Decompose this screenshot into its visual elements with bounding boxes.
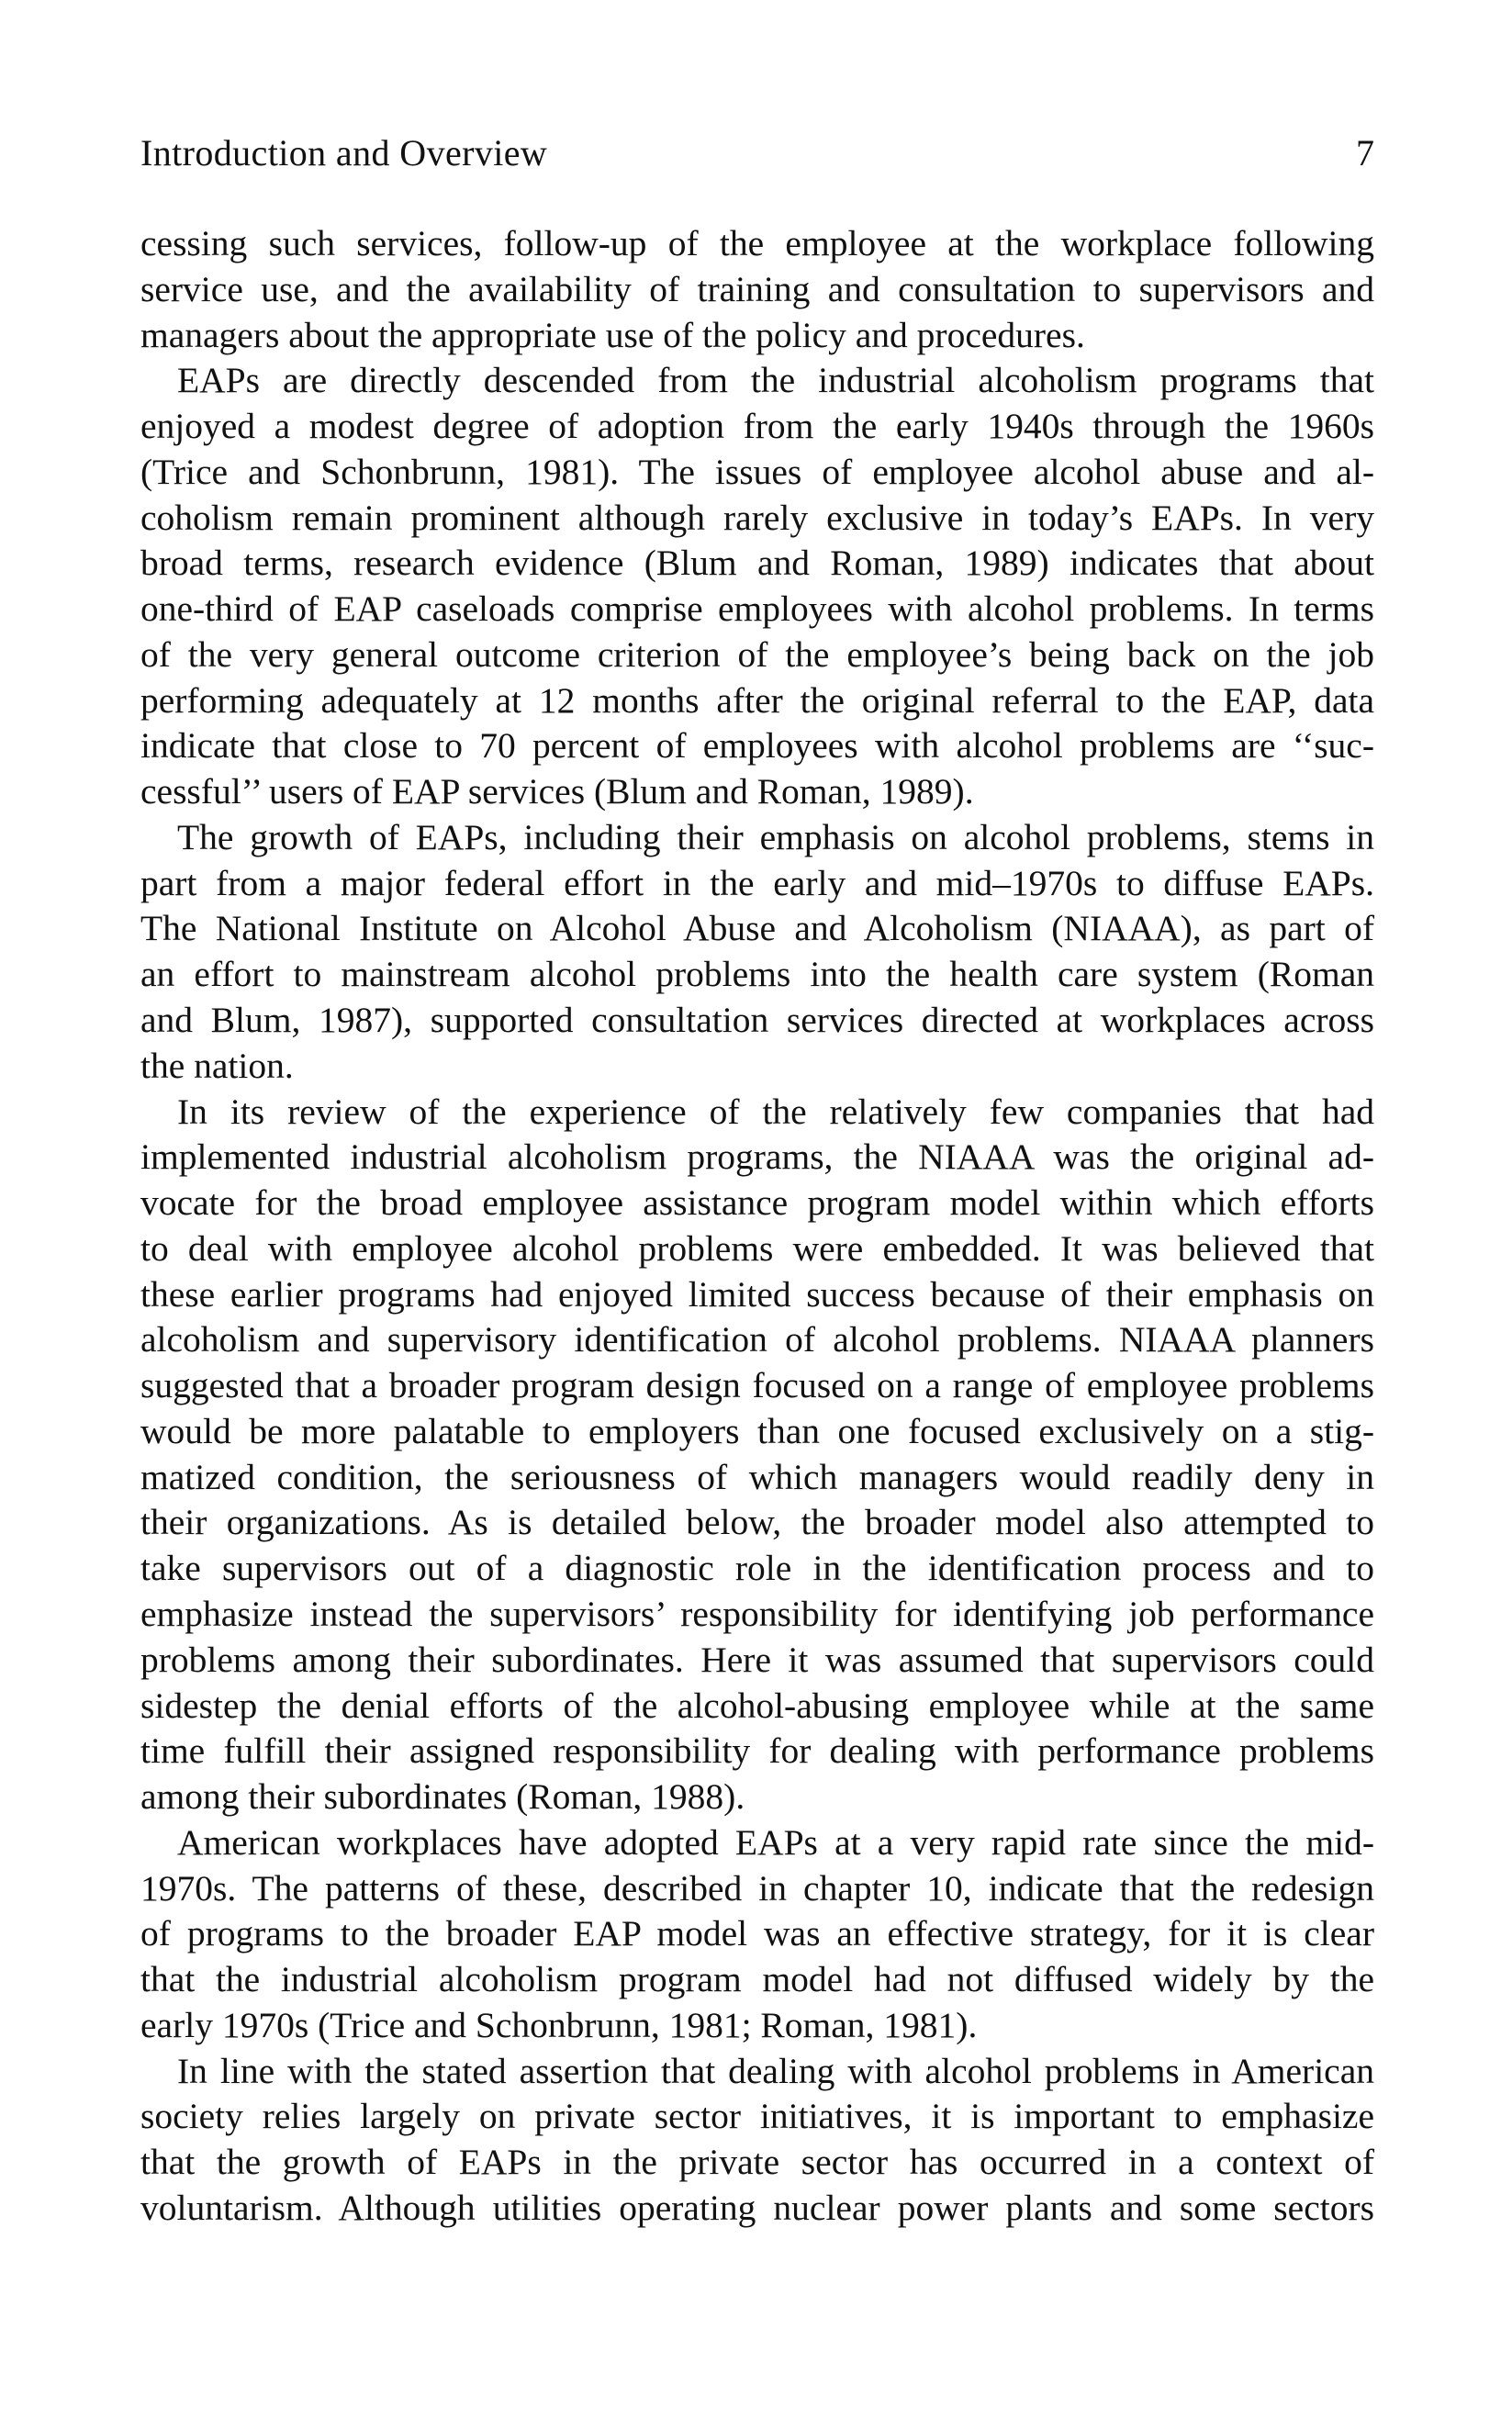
text-line: implemented industrial alcoholism programs, the NIAAA was the original ad- (140, 1136, 1374, 1178)
running-head (140, 130, 1374, 176)
text-line: one-third of EAP caseloads comprise employees with alcohol problems. In terms (140, 588, 1374, 630)
text-line: these earlier programs had enjoyed limited success because of their emphasis on (140, 1273, 1374, 1315)
text-line: their organizations. As is detailed below, the broader model also attempted to (140, 1502, 1374, 1543)
text-line: society relies largely on private sector initiatives, it is important to emphasize (140, 2096, 1374, 2137)
paragraph (140, 815, 1374, 1090)
text-line: emphasize instead the supervisors’ responsibility for identifying job performance (140, 1593, 1374, 1634)
text-line: to deal with employee alcohol problems were embedded. It was believed that (140, 1227, 1374, 1269)
text-line: broad terms, research evidence (Blum and Roman, 1989) indicates that about (140, 543, 1374, 584)
paragraph (140, 1820, 1374, 2049)
text-line: of programs to the broader EAP model was an effective strategy, for it is clear (140, 1913, 1374, 1954)
text-line: coholism remain prominent although rarely exclusive in today’s EAPs. In very (140, 497, 1374, 538)
text-line: early 1970s (Trice and Schonbrunn, 1981; Roman, 1981). (140, 2004, 978, 2045)
page-number: 7 (1356, 132, 1374, 174)
text-line: of the very general outcome criterion of the employee’s being back on the job (140, 633, 1374, 675)
text-line: indicate that close to 70 percent of employees with alcohol problems are ‘‘suc- (140, 725, 1374, 767)
text-line: cessful’’ users of EAP services (Blum and Roman, 1989). (140, 771, 974, 812)
text-line: would be more palatable to employers than one focused exclusively on a stig- (140, 1410, 1374, 1451)
text-line: an effort to mainstream alcohol problems into the health care system (Roman (140, 954, 1374, 995)
text-line: among their subordinates (Roman, 1988). (140, 1776, 745, 1818)
text-line: In line with the stated assertion that dealing with alcohol problems in American (177, 2050, 1374, 2091)
text-line: the nation. (140, 1045, 294, 1086)
paragraph (140, 221, 1374, 358)
text-line: performing adequately at 12 months after the original referral to the EAP, data (140, 679, 1374, 721)
paragraph (140, 358, 1374, 815)
text-line: service use, and the availability of training and consultation to supervisors and (140, 268, 1374, 309)
text-line: suggested that a broader program design focused on a range of employee problems (140, 1365, 1374, 1406)
text-line: vocate for the broad employee assistance program model within which efforts (140, 1182, 1374, 1224)
text-line: managers about the appropriate use of the policy and procedures. (140, 314, 1085, 355)
text-line: cessing such services, follow-up of the employee at the workplace following (140, 223, 1374, 263)
text-line: part from a major federal effort in the early and mid–1970s to diffuse EAPs. (140, 862, 1374, 903)
text-line: matized condition, the seriousness of which managers would readily deny in (140, 1456, 1374, 1497)
text-line: 1970s. The patterns of these, described in chapter 10, indicate that the redesign (140, 1867, 1374, 1909)
body-text (140, 221, 1374, 2232)
running-head-title: Introduction and Overview (140, 132, 548, 174)
text-line: The growth of EAPs, including their emphasis on alcohol problems, stems in (177, 816, 1374, 857)
text-line: (Trice and Schonbrunn, 1981). The issues of employee alcohol abuse and al- (140, 451, 1374, 492)
paragraph (140, 2049, 1374, 2232)
text-line: and Blum, 1987), supported consultation services directed at workplaces across (140, 1000, 1374, 1041)
text-line: time fulfill their assigned responsibility for dealing with performance problems (140, 1730, 1374, 1772)
text-line: take supervisors out of a diagnostic role in the identification process and to (140, 1548, 1374, 1589)
text-line: alcoholism and supervisory identification of alcohol problems. NIAAA planners (140, 1319, 1374, 1360)
text-line: that the growth of EAPs in the private sector has occurred in a context of (140, 2142, 1374, 2183)
text-line: EAPs are directly descended from the industrial alcoholism programs that (177, 360, 1374, 401)
text-line: problems among their subordinates. Here it was assumed that supervisors could (140, 1639, 1374, 1680)
paragraph (140, 1090, 1374, 1820)
text-line: The National Institute on Alcohol Abuse and Alcoholism (NIAAA), as part of (140, 908, 1374, 949)
text-line: voluntarism. Although utilities operating nuclear power plants and some sectors (140, 2187, 1374, 2228)
text-line: In its review of the experience of the relatively few companies that had (177, 1091, 1374, 1132)
text-line: sidestep the denial efforts of the alcohol-abusing employee while at the same (140, 1685, 1374, 1726)
text-line: American workplaces have adopted EAPs at a very rapid rate since the mid- (177, 1821, 1374, 1863)
text-line: enjoyed a modest degree of adoption from the early 1940s through the 1960s (140, 406, 1374, 447)
text-line: that the industrial alcoholism program model had not diffused widely by the (140, 1959, 1374, 2000)
